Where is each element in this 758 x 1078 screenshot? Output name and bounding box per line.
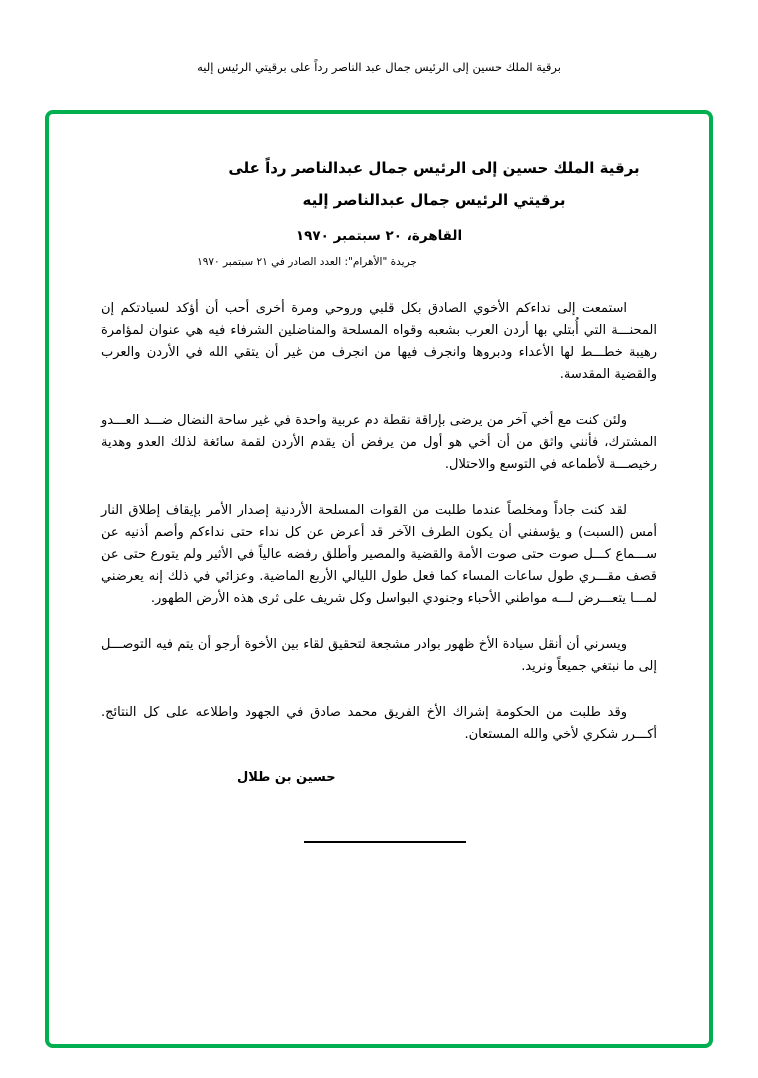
paragraph-5: وقد طلبت من الحكومة إشراك الأخ الفريق محمد صادق في الجهود واطلاعه على كل النتائج. أكـــرر شكري لأخي والله المستعان. <box>101 705 657 742</box>
paragraph-3: لقد كنت جاداً ومخلصاً عندما طلبت من القوات المسلحة الأردنية إصدار الأمر بإيقاف إطلاق النار أمس (السبت) و يؤسفني أن يكون الطرف الآخر قد أعرض عن كل نداء حتى نداءكم وأصم أذنيه عن ســـماع كـــل صوت حتى صوت الأمة والقضية والمصير وأطلق رفضه عالياً في الأثير ولم يتورع حتى عن قصف مقـــري طول ساعات المساء كما فعل طول الليالي الأربع الماضية. وعزائي في ذلك إنه يعرضني لمـــا يتعـــرض لـــه مواطني الأحباء وجنودي البواسل وكل شريف على ثرى هذه الأرض الطهور. <box>101 503 657 606</box>
paragraph-1: استمعت إلى نداءكم الأخوي الصادق بكل قلبي وروحي ومرة أخرى أحب أن أؤكد لسيادتكم إن المحنـــة التي أُبتلي بها أردن العرب بشعبه وقواه المسلحة والمناضلين الشرفاء فيه هي عنوان لمؤامرة رهيبة خطـــط لها الأعداء ودبروها وانجرف فيها من انجرف من غير أن يتقي الله في الأردن والعرب والقضية المقدسة. <box>101 301 657 382</box>
paragraph-2: ولئن كنت مع أخي آخر من يرضى بإراقة نقطة دم عربية واحدة في غير ساحة النضال ضـــد العـــدو المشترك، فأنني واثق من أن أخي هو أول من يرفض أن يقدم الأردن لقمة سائغة لذلك العدو وهدية رخيصـــة لأطماعه في التوسع والاحتلال. <box>101 413 657 472</box>
paragraph-4: ويسرني أن أنقل سيادة الأخ ظهور بوادر مشجعة لتحقيق لقاء بين الأخوة أرجو أن يتم فيه التوصـــل إلى ما نبتغي جميعاً ونريد. <box>101 637 657 674</box>
date-line: القاهرة، ٢٠ سبتمبر ١٩٧٠ <box>295 228 463 244</box>
document-title <box>156 152 712 216</box>
page-header-caption: برقية الملك حسين إلى الرئيس جمال عبد الناصر رداً على برقيتي الرئيس إليه <box>197 60 561 74</box>
title-line-1: برقية الملك حسين إلى الرئيس جمال عبدالناصر رداً على <box>228 159 640 177</box>
divider-line <box>304 841 466 843</box>
signature: حسين بن طلال <box>237 770 336 785</box>
source-line: جريدة "الأهرام": العدد الصادر في ٢١ سبتمبر ١٩٧٠ <box>197 256 417 268</box>
title-line-2: برقيتي الرئيس جمال عبدالناصر إليه <box>302 191 566 209</box>
document-frame <box>45 110 713 1048</box>
document-body <box>101 298 657 746</box>
